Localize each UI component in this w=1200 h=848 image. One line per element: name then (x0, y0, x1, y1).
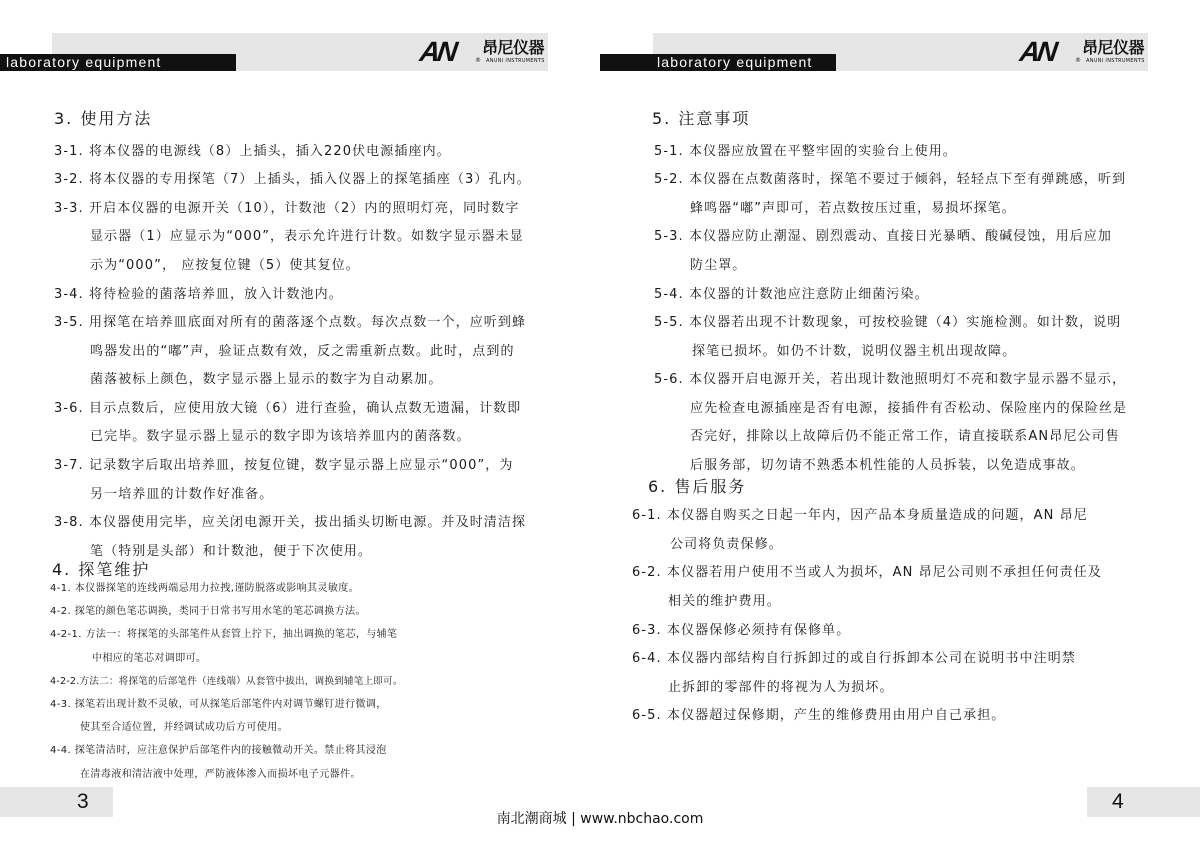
s6-line: 公司将负责保修。 (670, 537, 783, 552)
s3-line: 3-6. 目示点数后，应使用放大镜（6）进行查验，确认点数无遗漏，计数即 (54, 401, 522, 416)
site-footer[interactable]: 南北潮商城 | www.nbchao.com (496, 811, 704, 827)
logo-cn: 昂尼仪器 (482, 38, 545, 57)
s5-line: 5-6. 本仪器开启电源开关，若出现计数池照明灯不亮和数字显示器不显示， (654, 372, 1127, 387)
right-brand-logo: AN ® 昂尼仪器 ANUNI INSTRUMENTS (1017, 36, 1145, 67)
right-page-number: 4 (1112, 790, 1124, 813)
s4-line: 4-2-1. 方法一：将探笔的头部笔件从套管上拧下，抽出调换的笔芯，与辅笔 (50, 629, 398, 640)
s5-line: 否完好，排除以上故障后仍不能正常工作，请直接联系AN昂尼公司售 (690, 429, 1120, 444)
s3-line: 显示器（1）应显示为“000”，表示允许进行计数。如数字显示器未显 (90, 229, 524, 244)
s5-line: 防尘罩。 (690, 258, 747, 273)
s6-line: 6-2. 本仪器若用户使用不当或人为损坏，AN 昂尼公司则不承担任何责任及 (632, 565, 1102, 580)
left-brand-logo: AN ® 昂尼仪器 ANUNI INSTRUMENTS (417, 36, 545, 67)
section-5-title: 5. 注意事项 (652, 109, 751, 128)
s6-line: 相关的维护费用。 (668, 594, 781, 609)
s5-line: 蜂鸣器“嘟”声即可，若点数按压过重，易损坏探笔。 (690, 201, 1016, 216)
s3-line: 3-2. 将本仪器的专用探笔（7）上插头，插入仪器上的探笔插座（3）孔内。 (54, 172, 531, 187)
s5-line: 5-1. 本仪器应放置在平整牢固的实验台上使用。 (654, 144, 957, 159)
logo-en: ANUNI INSTRUMENTS (1086, 58, 1145, 64)
s3-line: 3-4. 将待检验的菌落培养皿，放入计数池内。 (54, 287, 343, 302)
s3-line: 鸣器发出的“嘟”声，验证点数有效，反之需重新点数。此时，点到的 (90, 344, 515, 359)
section-6-title: 6. 售后服务 (648, 477, 747, 496)
logo-en: ANUNI INSTRUMENTS (486, 58, 545, 64)
s4-line: 中相应的笔芯对调即可。 (92, 653, 207, 664)
s3-line: 3-8. 本仪器使用完毕，应关闭电源开关，拔出插头切断电源。并及时清洁探 (54, 515, 527, 530)
left-page-number: 3 (77, 790, 89, 813)
s4-line: 4-2. 探笔的颜色笔芯调换，类同于日常书写用水笔的笔芯调换方法。 (50, 606, 366, 617)
s3-line: 另一培养皿的计数作好准备。 (90, 487, 274, 502)
s5-line: 应先检查电源插座是否有电源，接插件有否松动、保险座内的保险丝是 (690, 401, 1128, 416)
s4-line: 在清毒液和清洁液中处理，严防液体渗入而损坏电子元器件。 (80, 769, 361, 780)
logo-mark: AN (1017, 36, 1057, 67)
s5-line: 5-5. 本仪器若出现不计数现象，可按校验键（4）实施检测。如计数，说明 (654, 315, 1122, 330)
s3-line: 3-7. 记录数字后取出培养皿，按复位键，数字显示器上应显示“000”，为 (54, 458, 514, 473)
s4-line: 4-2-2.方法二：将探笔的后部笔件（连线端）从套管中拔出，调换到辅笔上即可。 (50, 676, 403, 687)
s6-line: 止拆卸的零部件的将视为人为损坏。 (668, 680, 894, 695)
left-header-label: laboratory equipment (0, 54, 236, 71)
s3-line: 3-3. 开启本仪器的电源开关（10），计数池（2）内的照明灯亮，同时数字 (54, 201, 520, 216)
s3-line: 示为“000”， 应按复位键（5）使其复位。 (90, 258, 360, 273)
s6-line: 6-4. 本仪器内部结构自行拆卸过的或自行拆卸本公司在说明书中注明禁 (632, 651, 1076, 666)
s4-line: 使其至合适位置，并经调试成功后方可使用。 (80, 722, 288, 733)
s5-line: 5-3. 本仪器应防止潮湿、剧烈震动、直接日光暴晒、酸碱侵蚀，用后应加 (654, 229, 1112, 244)
s5-line: 5-2. 本仪器在点数菌落时，探笔不要过于倾斜，轻轻点下至有弹跳感，听到 (654, 172, 1127, 187)
s3-line: 菌落被标上颜色，数字显示器上显示的数字为自动累加。 (90, 372, 443, 387)
s3-line: 笔（特别是头部）和计数池，便于下次使用。 (90, 544, 373, 559)
s5-line: 后服务部，切勿请不熟悉本机性能的人员拆装，以免造成事故。 (690, 458, 1085, 473)
section-4-title: 4. 探笔维护 (52, 560, 151, 579)
right-header-label: laboratory equipment (600, 54, 836, 71)
s4-line: 4-4. 探笔清洁时，应注意保护后部笔件内的接触微动开关。禁止将其浸泡 (50, 745, 387, 756)
s6-line: 6-3. 本仪器保修必须持有保修单。 (632, 623, 851, 638)
section-3-title: 3. 使用方法 (54, 109, 153, 128)
s5-line: 探笔已损坏。如仍不计数，说明仪器主机出现故障。 (692, 344, 1017, 359)
logo-cn: 昂尼仪器 (1082, 38, 1145, 57)
s6-line: 6-1. 本仪器自购买之日起一年内，因产品本身质量造成的问题，AN 昂尼 (632, 508, 1088, 523)
s3-line: 已完毕。数字显示器上显示的数字即为该培养皿内的菌落数。 (90, 429, 471, 444)
s4-line: 4-3. 探笔若出现计数不灵敏，可从探笔后部笔件内对调节螺钉进行微调， (50, 699, 387, 710)
s3-line: 3-5. 用探笔在培养皿底面对所有的菌落逐个点数。每次点数一个，应听到蜂 (54, 315, 527, 330)
logo-mark: AN (417, 36, 457, 67)
s6-line: 6-5. 本仪器超过保修期，产生的维修费用由用户自己承担。 (632, 708, 1006, 723)
s4-line: 4-1. 本仪器探笔的连线两端忌用力拉拽,谨防脱落或影响其灵敏度。 (50, 583, 360, 594)
s3-line: 3-1. 将本仪器的电源线（8）上插头，插入220伏电源插座内。 (54, 144, 451, 159)
s5-line: 5-4. 本仪器的计数池应注意防止细菌污染。 (654, 287, 929, 302)
